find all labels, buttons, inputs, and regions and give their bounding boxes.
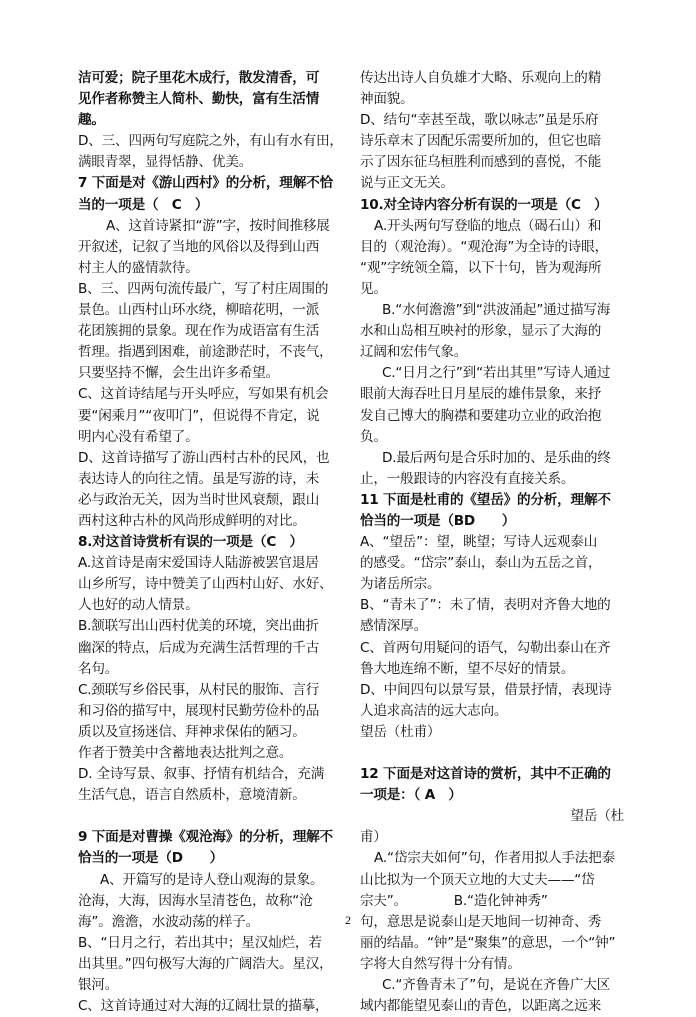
text-line: D、这首诗描写了游山西村古朴的民风，也 (78, 449, 330, 466)
text-line: A.开头两句写登临的地点（碣石山）和 (374, 217, 602, 234)
text-line: 感情深厚。 (360, 618, 427, 635)
text-line: 句，意思是说泰山是天地间一切神奇、秀 (360, 913, 602, 930)
text-line: 恰当的一项是（D ） (78, 850, 224, 867)
text-line: 洁可爱；院子里花木成行，散发清香，可 (78, 70, 320, 86)
text-line: 要“闲乘月”“夜叩门”，但说得不肯定，说 (78, 407, 320, 424)
text-line: 字将大自然写得十分有情。 (360, 955, 521, 972)
text-line: C、首两句用疑问的语气，勾勒出泰山在齐 (360, 639, 611, 656)
text-line: 表达诗人的向往之情。虽是写游的诗，未 (78, 470, 320, 487)
text-line: 花团簇拥的景象。现在作为成语富有生活 (78, 323, 320, 340)
text-line: 恰当的一项是（BD ） (360, 512, 516, 529)
text-line: 人也好的动人情景。 (78, 597, 199, 614)
text-line: 7 下面是对《游山西村》的分析，理解不恰 (78, 175, 333, 192)
right-column (360, 68, 624, 1017)
text-line: 满眼青翠，显得恬静、优美。 (78, 154, 253, 171)
text-line: 的感受。“岱宗”泰山，泰山为五岳之首， (360, 555, 602, 572)
text-line: 必与政治无关，因为当时世风衰颓，跟山 (78, 491, 320, 508)
text-line: 辽阔和宏伟气象。 (360, 344, 468, 361)
text-line: 止，一般跟诗的内容没有直接关系。 (360, 470, 575, 487)
text-line: 甫） (360, 829, 387, 846)
text-line: B.“水何澹澹”到“洪波涌起”通过描写海 (382, 302, 611, 319)
text-line: 山比拟为一个顶天立地的大丈夫——“岱 (360, 871, 595, 888)
text-line: B、“青未了”：未了情，表明对齐鲁大地的 (360, 597, 611, 614)
text-line: 眼前大海吞吐日月星辰的雄伟景象，来抒 (360, 386, 602, 403)
text-line: 望岳（杜 (570, 808, 624, 825)
text-line: 作者于赞美中含蓄地表达批判之意。 (78, 745, 293, 761)
text-line: C.“齐鲁青未了”句，是说在齐鲁广大区 (382, 977, 611, 994)
left-column (78, 68, 346, 1017)
text-line: 8.对这首诗赏析有误的一项是（C ） (78, 534, 303, 551)
text-line: 出其里。”四句极写大海的广阔浩大。星汉， (78, 955, 333, 972)
text-line (78, 806, 346, 827)
text-line (360, 743, 624, 764)
text-line: 鲁大地连绵不断，望不尽好的情景。 (360, 660, 575, 677)
text-line: A.“岱宗夫如何”句，作者用拟人手法把泰 (374, 850, 615, 867)
text-line: 传达出诗人自负雄才大略、乐观向上的精 (360, 70, 602, 86)
text-line: 哲理。指遇到困难，前途渺茫时，不丧气， (78, 344, 333, 361)
text-line: 当的一项是（ C ） (78, 196, 209, 213)
text-line: 生活气息，语言自然质朴，意境清新。 (78, 787, 306, 804)
text-line: 为诸岳所宗。 (360, 576, 441, 593)
text-line: 发自己博大的胸襟和要建功立业的政治抱 (360, 407, 602, 424)
text-line: B、三、四两句流传最广，写了村庄周围的 (78, 280, 329, 297)
text-line: 负。 (360, 428, 387, 445)
text-line: 神面貌。 (360, 91, 414, 108)
text-line: D、中间四句以景写景，借景抒情，表现诗 (360, 681, 612, 698)
text-line: 和习俗的描写中，展现村民勤劳俭朴的品 (78, 702, 320, 719)
text-line: 望岳（杜甫） (360, 723, 441, 740)
text-line: C.颈联写乡俗民事，从村民的服饰、言行 (78, 681, 320, 698)
text-line: C、这首诗通过对大海的辽阔壮景的描摹， (78, 998, 329, 1015)
text-line: C、这首诗结尾与开头呼应，写如果有机会 (78, 386, 329, 403)
text-line: 景色。山西村山环水绕，柳暗花明，一派 (78, 302, 320, 319)
page-number: 2 (345, 913, 351, 927)
text-line: A.这首诗是南宋爱国诗人陆游被罢官退居 (78, 555, 319, 572)
text-line: 西村这种古朴的风尚形成鲜明的对比。 (78, 512, 306, 529)
text-line: 海”。澹澹，水波动荡的样子。 (78, 913, 259, 930)
text-line: 说与正文无关。 (360, 175, 454, 192)
text-line: 见。 (360, 280, 387, 297)
text-line: 一项是：（ A ） (360, 787, 462, 804)
text-line: 11 下面是杜甫的《望岳》的分析，理解不 (360, 491, 611, 508)
text-line: 幽深的特点，后成为充满生活哲理的千古 (78, 639, 320, 656)
text-line: 诗乐章末了因配乐需要所加的，但它也暗 (360, 133, 602, 150)
text-line: 银河。 (78, 977, 119, 994)
text-line: A、这首诗紧扣“游”字，按时间推移展 (106, 217, 330, 234)
text-line: 明内心没有希望了。 (78, 428, 199, 445)
text-line: A、开篇写的是诗人登山观海的景象。 (100, 871, 324, 888)
text-line: 域内都能望见泰山的青色，以距离之远来 (360, 998, 602, 1015)
text-line: 质以及宣扬迷信、拜神求保佑的陋习。 (78, 723, 306, 740)
text-line: “观”字统领全篇，以下十句，皆为观海所 (360, 259, 602, 276)
text-line: 丽的结晶。“钟”是“聚集”的意思，一个“钟” (360, 934, 616, 951)
text-line: D.最后两句是合乐时加的、是乐曲的终 (382, 449, 611, 466)
text-line: D、三、四两句写庭院之外，有山有水有田， (78, 133, 343, 150)
text-line: 宗夫”。 B.“造化钟神秀” (360, 892, 548, 909)
text-line: 10.对全诗内容分析有误的一项是（C ） (360, 196, 608, 213)
text-line: 12 下面是对这首诗的赏析，其中不正确的 (360, 766, 611, 783)
text-line: C.“日月之行”到“若出其里”写诗人通过 (382, 365, 611, 382)
text-line: 9 下面是对曹操《观沧海》的分析，理解不 (78, 829, 333, 846)
text-line: 沧海，大海，因海水呈清苍色，故称“沧 (78, 892, 313, 909)
text-line: 名句。 (78, 660, 119, 677)
text-line: B、“日月之行，若出其中；星汉灿烂，若 (78, 934, 322, 951)
text-line: 人追求高洁的远大志向。 (360, 702, 508, 719)
text-line: 村主人的盛情款待。 (78, 259, 199, 276)
text-line: 见作者称赞主人简朴、勤快，富有生活情 (78, 91, 320, 108)
text-line: 山乡所写，诗中赞美了山西村山好、水好、 (78, 576, 333, 593)
text-line: 趣。 (78, 112, 105, 129)
text-line: 只要坚持不懈，会生出许多希望。 (78, 365, 279, 382)
text-line: A、“望岳”：望，眺望；写诗人远观泰山 (360, 534, 598, 551)
text-line: D. 全诗写景、叙事、抒情有机结合，充满 (78, 766, 325, 783)
text-line: D、结句“幸甚至哉，歌以咏志”虽是乐府 (360, 112, 599, 129)
text-line: 目的（观沧海）。“观沧海”为全诗的诗眼， (360, 238, 608, 255)
text-line: 水和山岛相互映衬的形象，显示了大海的 (360, 323, 602, 340)
text-line: B.颔联写出山西村优美的环境，突出曲折 (78, 618, 319, 635)
text-line: 示了因东征乌桓胜利而感到的喜悦，不能 (360, 154, 602, 171)
text-line: 开叙述，记叙了当地的风俗以及得到山西 (78, 238, 320, 255)
